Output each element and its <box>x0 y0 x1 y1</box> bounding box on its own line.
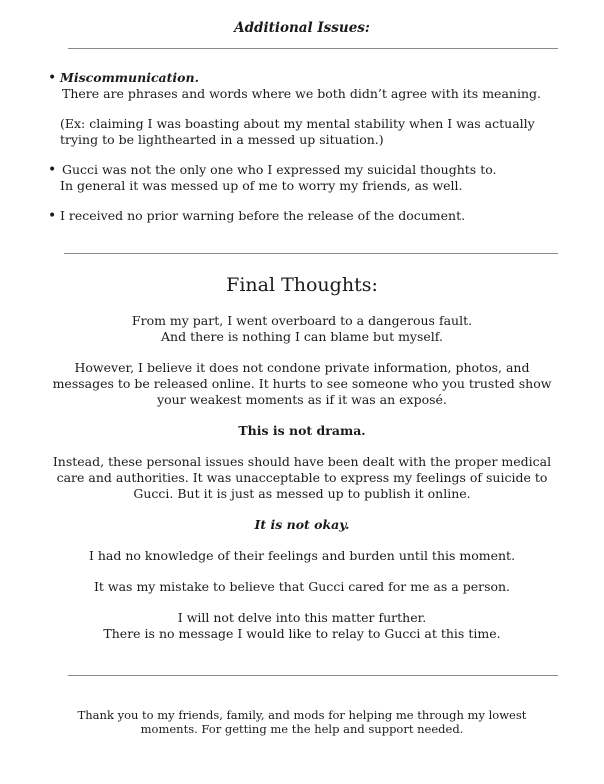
paragraph-line: Gucci. But it is just as messed up to publish it online. <box>133 486 471 501</box>
thanks-line: Thank you to my friends, family, and mods for helping me through my lowest <box>77 708 527 722</box>
list-item <box>48 208 568 224</box>
issue-text: Gucci was not the only one who I expressed my suicidal thoughts to. <box>62 162 497 177</box>
bullet-dot-icon: • <box>48 208 57 224</box>
thanks-line: moments. For getting me the help and support needed. <box>140 722 464 736</box>
paragraph-line: I will not delve into this matter further. <box>177 610 427 625</box>
paragraph <box>40 610 564 642</box>
paragraph-line: your weakest moments as if it was an exposé. <box>157 392 447 407</box>
thanks-note <box>60 708 544 736</box>
emphasis-statement: It is not okay. <box>254 517 350 532</box>
divider-bottom <box>68 675 558 676</box>
paragraph <box>40 313 564 345</box>
final-thoughts-body <box>40 313 564 657</box>
paragraph: It was my mistake to believe that Gucci cared for me as a person. <box>93 579 511 594</box>
issue-example-cont: trying to be lighthearted in a messed up situation.) <box>60 132 384 147</box>
additional-issues-heading: Additional Issues: <box>234 20 370 36</box>
paragraph-line: And there is nothing I can blame but myself. <box>161 329 443 344</box>
list-item <box>48 162 568 194</box>
issue-example: (Ex: claiming I was boasting about my mental stability when I was actually <box>60 116 535 131</box>
paragraph-line: messages to be released online. It hurts to see someone who you trusted show <box>52 376 552 391</box>
paragraph <box>40 360 564 408</box>
bullet-dot-icon: • <box>48 162 57 178</box>
paragraph: I had no knowledge of their feelings and burden until this moment. <box>88 548 516 563</box>
paragraph-line: From my part, I went overboard to a dangerous fault. <box>131 313 473 328</box>
bullet-dot-icon: • <box>48 70 57 86</box>
paragraph-line: However, I believe it does not condone private information, photos, and <box>74 360 530 375</box>
issue-title: Miscommunication. <box>60 70 199 85</box>
final-thoughts-heading: Final Thoughts: <box>226 274 378 296</box>
issue-text: There are phrases and words where we both didn’t agree with its meaning. <box>62 86 541 101</box>
paragraph-line: Instead, these personal issues should have been dealt with the proper medical <box>52 454 552 469</box>
paragraph-line: There is no message I would like to relay to Gucci at this time. <box>103 626 501 641</box>
divider-middle <box>64 253 558 254</box>
divider-top <box>68 48 558 49</box>
list-item <box>48 70 568 148</box>
issue-text-cont: In general it was messed up of me to worry my friends, as well. <box>60 178 463 193</box>
paragraph <box>40 454 564 502</box>
paragraph-line: care and authorities. It was unacceptable to express my feelings of suicide to <box>56 470 548 485</box>
issue-text: I received no prior warning before the release of the document. <box>60 208 466 223</box>
emphasis-statement: This is not drama. <box>238 423 366 438</box>
issues-list <box>48 70 568 238</box>
